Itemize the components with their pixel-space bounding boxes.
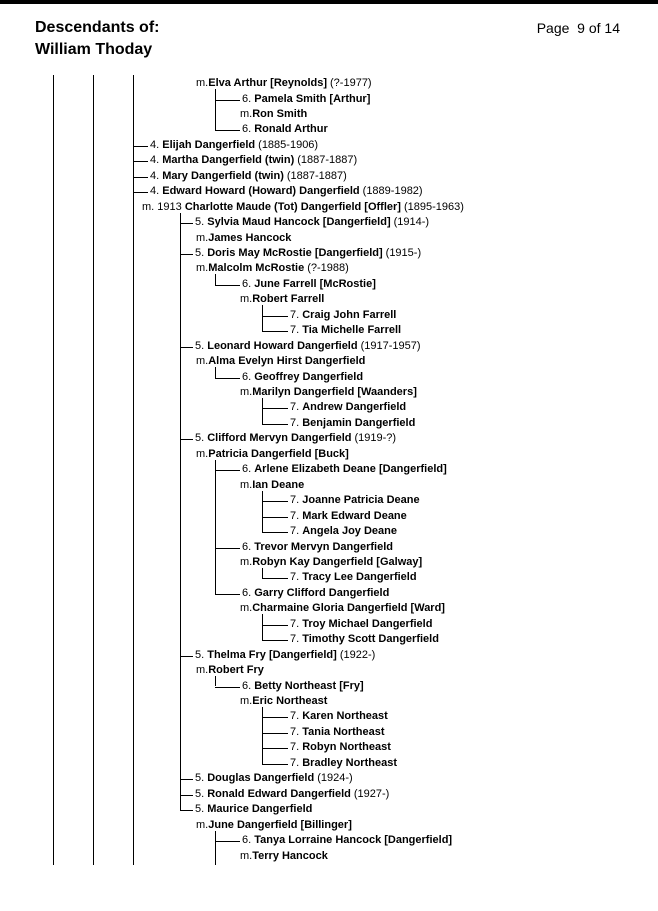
- life-dates: (1889-1982): [362, 185, 423, 198]
- life-dates: (?-1977): [330, 77, 372, 89]
- person-entry: [290, 416, 415, 431]
- person-entry: [242, 586, 389, 601]
- spouse-entry: [196, 76, 372, 91]
- person-entry: [195, 771, 353, 786]
- generation-number: 7.: [290, 324, 303, 337]
- tree-branch-line: [215, 460, 216, 594]
- person-name: Arlene Elizabeth Deane [Dangerfield]: [254, 463, 447, 476]
- person-name: Marilyn Dangerfield [Waanders]: [252, 386, 417, 398]
- life-dates: (1885-1906): [258, 138, 319, 151]
- generation-number: 5.: [195, 339, 208, 352]
- person-name: Garry Clifford Dangerfield: [254, 586, 390, 599]
- person-entry: [242, 833, 452, 848]
- person-name: Robert Fry: [208, 664, 264, 677]
- person-entry: [195, 802, 312, 817]
- person-name: Charlotte Maude (Tot) Dangerfield [Offler]: [184, 200, 401, 213]
- person-name: Alma Evelyn Hirst Dangerfield: [208, 355, 366, 368]
- generation-number: 5.: [195, 772, 208, 785]
- tree-branch-stub: [215, 285, 240, 286]
- life-dates: (1919-?): [354, 432, 397, 445]
- tree-branch-stub: [133, 161, 148, 162]
- person-name: Trevor Mervyn Dangerfield: [254, 540, 394, 553]
- tree-branch-stub: [180, 439, 193, 440]
- person-entry: [290, 509, 407, 524]
- tree-branch-stub: [215, 548, 240, 549]
- tree-branch-stub: [262, 717, 288, 718]
- tree-branch-stub: [215, 100, 240, 101]
- life-dates: (1887-1887): [297, 154, 358, 167]
- life-dates: (1917-1957): [360, 339, 421, 352]
- generation-number: 4.: [150, 154, 163, 167]
- life-dates: (1922-): [339, 648, 376, 661]
- marriage-prefix: m.: [240, 556, 253, 568]
- person-name: Sylvia Maud Hancock [Dangerfield]: [207, 216, 391, 228]
- person-name: Elijah Dangerfield: [162, 138, 256, 151]
- person-name: Ron Smith: [252, 107, 308, 120]
- person-name: Joanne Patricia Deane: [302, 494, 420, 507]
- person-entry: [290, 524, 397, 539]
- spouse-entry: [196, 231, 291, 246]
- report-title-line2: William Thoday: [35, 41, 153, 58]
- person-entry: [242, 370, 363, 385]
- person-name: Andrew Dangerfield: [302, 401, 407, 414]
- generation-number: 7.: [290, 710, 303, 723]
- person-name: Troy Michael Dangerfield: [302, 617, 433, 630]
- person-name: Edward Howard (Howard) Dangerfield: [162, 185, 360, 198]
- spouse-entry: [142, 200, 464, 215]
- tree-branch-stub: [262, 331, 288, 332]
- person-name: Leonard Howard Dangerfield: [207, 339, 358, 352]
- tree-branch-stub: [133, 177, 148, 178]
- generation-number: 6.: [242, 679, 255, 692]
- generation-number: 7.: [290, 494, 303, 507]
- person-entry: [195, 339, 421, 354]
- tree-branch-stub: [215, 841, 240, 842]
- tree-branch-stub: [262, 578, 288, 579]
- tree-branch-line: [262, 305, 263, 331]
- tree-branch-stub: [215, 378, 240, 379]
- spouse-entry: [196, 354, 365, 369]
- person-name: June Dangerfield [Billinger]: [208, 818, 352, 831]
- tree-branch-stub: [180, 656, 193, 657]
- person-name: Timothy Scott Dangerfield: [302, 633, 439, 646]
- person-name: Tracy Lee Dangerfield: [302, 571, 417, 584]
- generation-continuation-line: [133, 75, 134, 865]
- generation-number: 6.: [242, 834, 255, 846]
- generation-number: 7.: [290, 633, 303, 646]
- report-title-line1: Descendants of:: [35, 19, 160, 36]
- generation-number: 7.: [290, 725, 303, 738]
- tree-branch-stub: [215, 594, 240, 595]
- life-dates: (1924-): [317, 772, 353, 785]
- person-name: Ronald Edward Dangerfield: [207, 787, 351, 800]
- generation-number: 7.: [290, 509, 303, 522]
- generation-number: 5.: [195, 803, 208, 816]
- spouse-entry: [240, 292, 324, 307]
- person-entry: [150, 184, 423, 199]
- generation-number: 7.: [290, 416, 303, 429]
- tree-branch-stub: [215, 130, 240, 131]
- person-name: June Farrell [McRostie]: [254, 277, 376, 290]
- person-entry: [150, 169, 347, 184]
- tree-branch-stub: [180, 779, 193, 780]
- person-name: Doris May McRostie [Dangerfield]: [207, 246, 383, 259]
- person-entry: [290, 709, 388, 724]
- generation-number: 6.: [242, 92, 255, 105]
- person-entry: [195, 246, 421, 261]
- life-dates: (1914-): [393, 216, 430, 228]
- generation-number: 6.: [242, 277, 255, 290]
- tree-branch-line: [180, 213, 181, 811]
- person-name: Charmaine Gloria Dangerfield [Ward]: [252, 602, 445, 615]
- window-top-edge: [0, 0, 658, 4]
- marriage-prefix: m.: [240, 386, 253, 398]
- tree-branch-line: [262, 491, 263, 532]
- generation-number: 6.: [242, 540, 255, 553]
- generation-number: 4.: [150, 169, 163, 182]
- tree-branch-line: [262, 707, 263, 764]
- person-name: Clifford Mervyn Dangerfield: [207, 432, 352, 445]
- tree-branch-stub: [180, 795, 193, 796]
- life-dates: (1895-1963): [403, 200, 464, 213]
- person-name: Tania Northeast: [302, 725, 385, 738]
- person-entry: [290, 740, 391, 755]
- marriage-prefix: m.: [240, 107, 253, 120]
- person-name: Tia Michelle Farrell: [302, 324, 402, 337]
- person-entry: [242, 679, 364, 694]
- marriage-prefix: m.: [196, 77, 209, 89]
- spouse-entry: [196, 663, 264, 678]
- person-name: Robyn Northeast: [302, 741, 391, 754]
- spouse-entry: [196, 818, 352, 833]
- person-name: Eric Northeast: [252, 695, 328, 707]
- tree-branch-stub: [215, 470, 240, 471]
- person-name: Elva Arthur [Reynolds]: [208, 77, 328, 89]
- generation-number: 7.: [290, 308, 303, 321]
- tree-branch-stub: [180, 223, 193, 224]
- person-entry: [150, 153, 357, 168]
- tree-branch-stub: [262, 316, 288, 317]
- generation-number: 5.: [195, 246, 208, 259]
- tree-branch-stub: [262, 733, 288, 734]
- person-entry: [290, 400, 406, 415]
- tree-branch-stub: [262, 640, 288, 641]
- spouse-entry: [240, 107, 307, 122]
- generation-number: 7.: [290, 525, 303, 537]
- tree-branch-stub: [262, 764, 288, 765]
- generation-number: 7.: [290, 741, 303, 754]
- generation-continuation-line: [93, 75, 94, 865]
- generation-number: 7.: [290, 756, 303, 769]
- person-entry: [290, 632, 439, 647]
- generation-number: 6.: [242, 123, 255, 136]
- generation-number: 6.: [242, 370, 255, 383]
- person-name: Ronald Arthur: [254, 123, 328, 136]
- spouse-entry: [196, 261, 349, 276]
- marriage-prefix: m.: [240, 478, 253, 491]
- person-name: Bradley Northeast: [302, 756, 397, 769]
- tree-branch-stub: [262, 532, 288, 533]
- person-entry: [195, 648, 375, 663]
- generation-number: 7.: [290, 571, 303, 584]
- person-entry: [150, 138, 318, 153]
- generation-number: 5.: [195, 432, 208, 445]
- generation-number: 5.: [195, 648, 208, 661]
- person-name: Craig John Farrell: [302, 308, 397, 321]
- spouse-entry: [240, 555, 422, 570]
- spouse-entry: [240, 385, 417, 400]
- tree-branch-stub: [262, 748, 288, 749]
- marriage-prefix: m.: [196, 262, 209, 275]
- spouse-entry: [240, 694, 327, 709]
- person-name: Maurice Dangerfield: [207, 803, 313, 816]
- generation-number: 4.: [150, 138, 163, 151]
- person-name: Mary Dangerfield (twin): [162, 169, 284, 182]
- person-entry: [242, 277, 376, 292]
- person-entry: [242, 462, 447, 477]
- marriage-prefix: m. 1913: [142, 200, 185, 213]
- spouse-entry: [196, 447, 349, 462]
- tree-branch-stub: [262, 424, 288, 425]
- spouse-entry: [240, 478, 304, 493]
- person-entry: [290, 725, 385, 740]
- person-entry: [195, 431, 396, 446]
- person-name: Betty Northeast [Fry]: [254, 679, 364, 692]
- tree-branch-stub: [133, 146, 148, 147]
- marriage-prefix: m.: [196, 355, 209, 368]
- tree-branch-stub: [215, 687, 240, 688]
- tree-branch-line: [215, 831, 216, 865]
- marriage-prefix: m.: [196, 447, 209, 460]
- person-name: Thelma Fry [Dangerfield]: [207, 648, 337, 661]
- person-name: Mark Edward Deane: [302, 509, 407, 522]
- person-name: Martha Dangerfield (twin): [162, 154, 295, 167]
- person-name: Tanya Lorraine Hancock [Dangerfield]: [254, 834, 453, 846]
- life-dates: (1927-): [353, 787, 390, 800]
- tree-branch-stub: [262, 408, 288, 409]
- generation-number: 4.: [150, 185, 163, 198]
- generation-continuation-line: [53, 75, 54, 865]
- person-name: Benjamin Dangerfield: [302, 416, 416, 429]
- marriage-prefix: m.: [196, 818, 209, 831]
- marriage-prefix: m.: [196, 231, 209, 244]
- person-entry: [290, 323, 401, 338]
- person-name: Ian Deane: [252, 478, 305, 491]
- tree-branch-stub: [180, 347, 193, 348]
- generation-number: 5.: [195, 787, 208, 800]
- person-name: James Hancock: [208, 231, 292, 244]
- tree-branch-stub: [262, 501, 288, 502]
- person-name: Robyn Kay Dangerfield [Galway]: [252, 556, 423, 568]
- life-dates: (1915-): [385, 246, 422, 259]
- person-name: Pamela Smith [Arthur]: [254, 92, 371, 105]
- person-name: Geoffrey Dangerfield: [254, 370, 364, 383]
- person-entry: [290, 570, 417, 585]
- person-entry: [242, 540, 393, 555]
- person-entry: [290, 756, 397, 771]
- person-name: Terry Hancock: [252, 849, 328, 862]
- life-dates: (?-1988): [307, 262, 349, 275]
- tree-branch-stub: [180, 254, 193, 255]
- report-title: [35, 17, 159, 61]
- tree-branch-line: [262, 614, 263, 640]
- person-entry: [242, 92, 370, 107]
- person-name: Patricia Dangerfield [Buck]: [208, 447, 349, 460]
- life-dates: (1887-1887): [286, 169, 347, 182]
- generation-number: 7.: [290, 401, 303, 414]
- generation-number: 6.: [242, 586, 255, 599]
- tree-branch-stub: [262, 625, 288, 626]
- person-entry: [290, 493, 420, 508]
- person-entry: [290, 617, 432, 632]
- person-entry: [290, 308, 396, 323]
- person-name: Angela Joy Deane: [302, 525, 397, 537]
- marriage-prefix: m.: [240, 849, 253, 862]
- marriage-prefix: m.: [240, 293, 253, 306]
- page-number-label: Page 9 of 14: [536, 20, 620, 36]
- person-name: Douglas Dangerfield: [207, 772, 315, 785]
- person-entry: [195, 215, 429, 230]
- spouse-entry: [240, 849, 328, 864]
- spouse-entry: [240, 601, 445, 616]
- generation-number: 7.: [290, 617, 303, 630]
- marriage-prefix: m.: [240, 602, 253, 615]
- person-name: Robert Farrell: [252, 293, 325, 306]
- tree-branch-line: [262, 398, 263, 424]
- generation-number: 6.: [242, 463, 255, 476]
- tree-branch-stub: [262, 517, 288, 518]
- marriage-prefix: m.: [240, 695, 253, 707]
- person-entry: [242, 122, 328, 137]
- generation-number: 5.: [195, 216, 208, 228]
- person-name: Karen Northeast: [302, 710, 388, 723]
- marriage-prefix: m.: [196, 664, 209, 677]
- tree-branch-stub: [180, 810, 193, 811]
- person-name: Malcolm McRostie: [208, 262, 305, 275]
- tree-branch-line: [215, 89, 216, 130]
- tree-branch-stub: [133, 192, 148, 193]
- person-entry: [195, 787, 389, 802]
